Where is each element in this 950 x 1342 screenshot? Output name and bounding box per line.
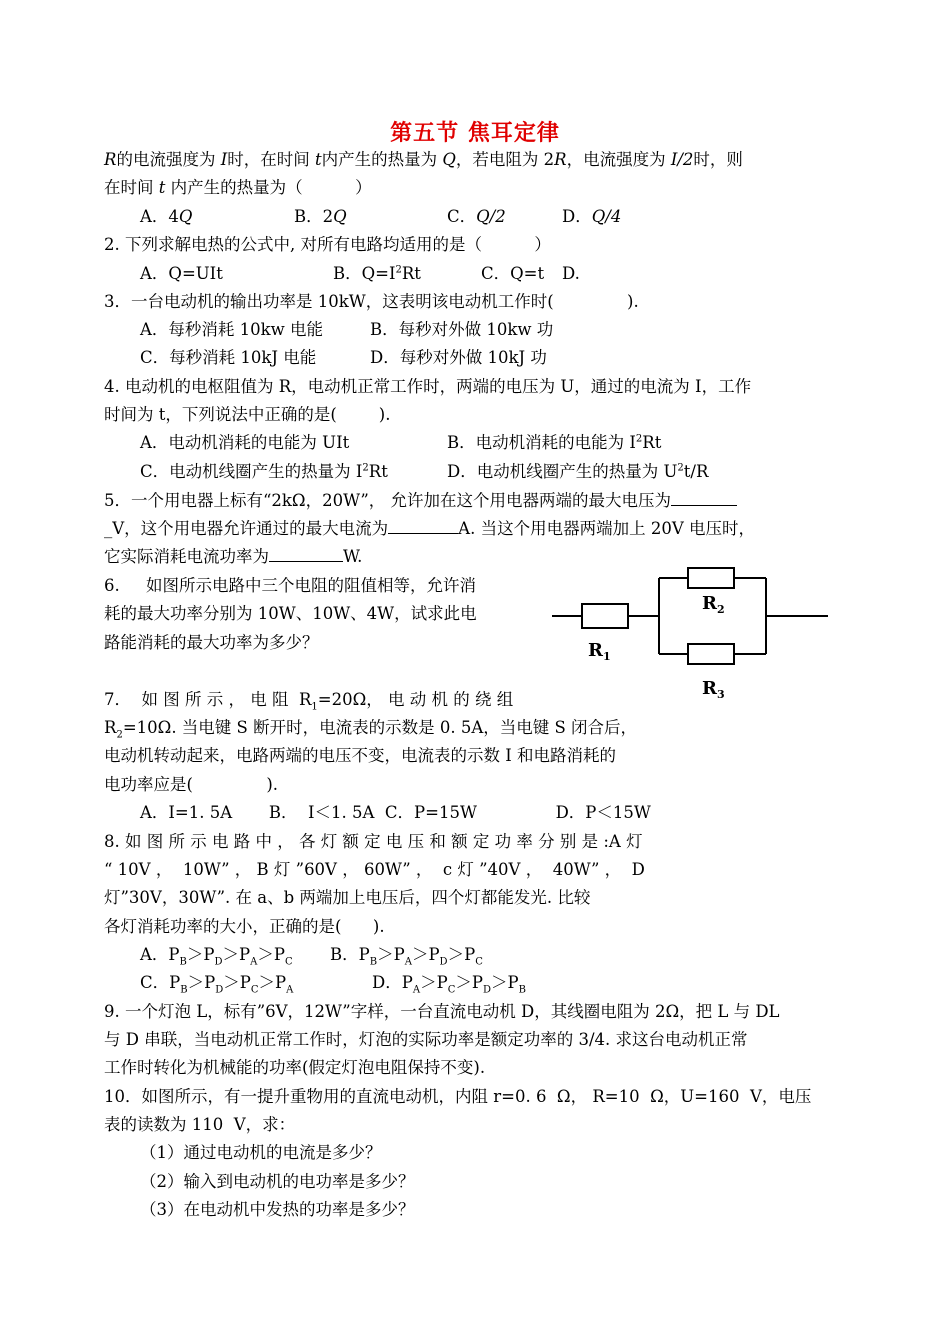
q8-line-2: “ 10V ， 10W” ， B 灯 ”60V ， 60W” ， c 灯 ”40V ， 40W” ， D: [104, 860, 645, 879]
resistor-r2: [688, 568, 734, 588]
q3-option-a: A．每秒消耗 10kw 电能: [140, 320, 324, 339]
q8-option-c: C．$P_B>P_D>P_C>P_A$: [140, 973, 294, 996]
q5-blank-power[interactable]: [269, 547, 343, 562]
q6-line-3: 路能消耗的最大功率为多少？: [104, 633, 319, 652]
q3-option-b: B．每秒对外做 10kw 功: [370, 320, 554, 339]
q8-line-4: 各灯消耗功率的大小，正确的是( ).: [104, 917, 385, 936]
q8-option-d: D．$P_A>P_C>P_D>P_B$: [372, 973, 526, 996]
q2-option-d: D.: [562, 264, 580, 283]
label-r3: $R_3$: [702, 678, 725, 701]
q6-circuit-diagram: [548, 566, 833, 706]
q10-line-2: 表的读数为 110 V，求：: [104, 1115, 296, 1134]
q6-line-2: 耗的最大功率分别为 10W、10W、4W，试求此电: [104, 604, 477, 623]
q7-line-4: 电功率应是( ).: [104, 775, 279, 794]
q1-line-2: 在时间 t 内产生的热量为（ ）: [104, 178, 372, 197]
q5-line-3: 它实际消耗电流功率为 W.: [104, 547, 363, 566]
q3-stem: 3．一台电动机的输出功率是 10kW，这表明该电动机工作时( ).: [104, 292, 639, 311]
q3-option-d: D．每秒对外做 10kJ 功: [370, 348, 547, 367]
q1-option-c: C．Q/2: [447, 207, 506, 226]
q8-line-1: 8. 如 图 所 示 电 路 中 ， 各 灯 额 定 电 压 和 额 定 功 率 分 别 是 :A 灯: [104, 832, 643, 851]
q9-line-2: 与 D 串联，当电动机正常工作时，灯泡的实际功率是额定功率的 3/4. 求这台电动机正常: [104, 1030, 748, 1049]
page-title: 第五节 焦耳定律: [390, 121, 560, 146]
q6-line-1: 6. 如图所示电路中三个电阻的阻值相等，允许消: [104, 576, 476, 595]
q10-line-1: 10．如图所示，有一提升重物用的直流电动机，内阻 r=0. 6 Ω， R=10 Ω，U=160 V，电压: [104, 1087, 812, 1106]
resistor-r1: [582, 604, 628, 628]
q7-options: A．I=1. 5A B． I＜1. 5A C．P=15W D．P＜15W: [140, 803, 651, 822]
q8-option-a: A．$P_B>P_D>P_A>P_C$: [140, 945, 293, 968]
resistor-r3: [688, 644, 734, 664]
label-r1: $R_1$: [588, 640, 611, 663]
q5-line-2: _V，这个用电器允许通过的最大电流为 A. 当这个用电器两端加上 20V 电压时，: [104, 519, 755, 538]
q9-line-1: 9. 一个灯泡 L，标有”6V，12W”字样，一台直流电动机 D，其线圈电阻为 2Ω，把 L 与 DL: [104, 1002, 780, 1021]
q2-option-b: B．$Q=I^2Rt$: [333, 264, 421, 283]
q5-blank-voltage[interactable]: [671, 491, 737, 506]
q10-sub-question-1: （1）通过电动机的电流是多少？: [140, 1143, 382, 1162]
q4-line-2: 时间为 t，下列说法中正确的是( ).: [104, 405, 391, 424]
q4-option-b: B．电动机消耗的电能为 $I^2Rt$: [447, 433, 662, 452]
q7-line-1: 7． 如 图 所 示 ， 电 阻 $R_1=20\Omega$， 电 动 机 的 绕 组: [104, 690, 514, 713]
q5-blank-current[interactable]: [388, 519, 458, 534]
q10-sub-question-2: （2）输入到电动机的电功率是多少？: [140, 1172, 415, 1191]
q3-option-c: C．每秒消耗 10kJ 电能: [140, 348, 317, 367]
q1-line-1: R的电流强度为 I时，在时间 t内产生的热量为 Q，若电阻为 2R，电流强度为 I/2时，则: [104, 150, 743, 169]
q4-option-a: A．电动机消耗的电能为 UIt: [140, 433, 350, 452]
q2-option-c: C．Q=t: [481, 264, 545, 283]
q8-line-3: 灯”30V，30W”. 在 a、b 两端加上电压后，四个灯都能发光. 比较: [104, 888, 591, 907]
q7-line-2: $R_2=10\Omega$. 当电键 S 断开时，电流表的示数是 0. 5A，当电键 S 闭合后，: [104, 718, 638, 741]
q5-line-1: 5．一个用电器上标有“2kΩ，20W”， 允许加在这个用电器两端的最大电压为: [104, 491, 737, 511]
q4-option-d: D．电动机线圈产生的热量为 $U^2t/R$: [447, 462, 709, 481]
q7-line-3: 电动机转动起来，电路两端的电压不变，电流表的示数 I 和电路消耗的: [104, 746, 617, 765]
q2-option-a: A．Q=UIt: [140, 264, 223, 283]
q1-option-a: A．4Q: [140, 207, 193, 226]
q10-sub-question-3: （3）在电动机中发热的功率是多少？: [140, 1200, 415, 1219]
q4-option-c: C．电动机线圈产生的热量为 $I^2Rt$: [140, 462, 388, 481]
q2-stem: 2. 下列求解电热的公式中, 对所有电路均适用的是（ ）: [104, 235, 551, 254]
q8-option-b: B．$P_B>P_A>P_D>P_C$: [330, 945, 483, 968]
q1-option-b: B．2Q: [294, 207, 347, 226]
q1-option-d: D．Q/4: [562, 207, 622, 226]
label-r2: $R_2$: [702, 593, 725, 616]
q4-line-1: 4. 电动机的电枢阻值为 R，电动机正常工作时，两端的电压为 U，通过的电流为 I，工作: [104, 377, 752, 396]
q9-line-3: 工作时转化为机械能的功率(假定灯泡电阻保持不变).: [104, 1058, 486, 1077]
